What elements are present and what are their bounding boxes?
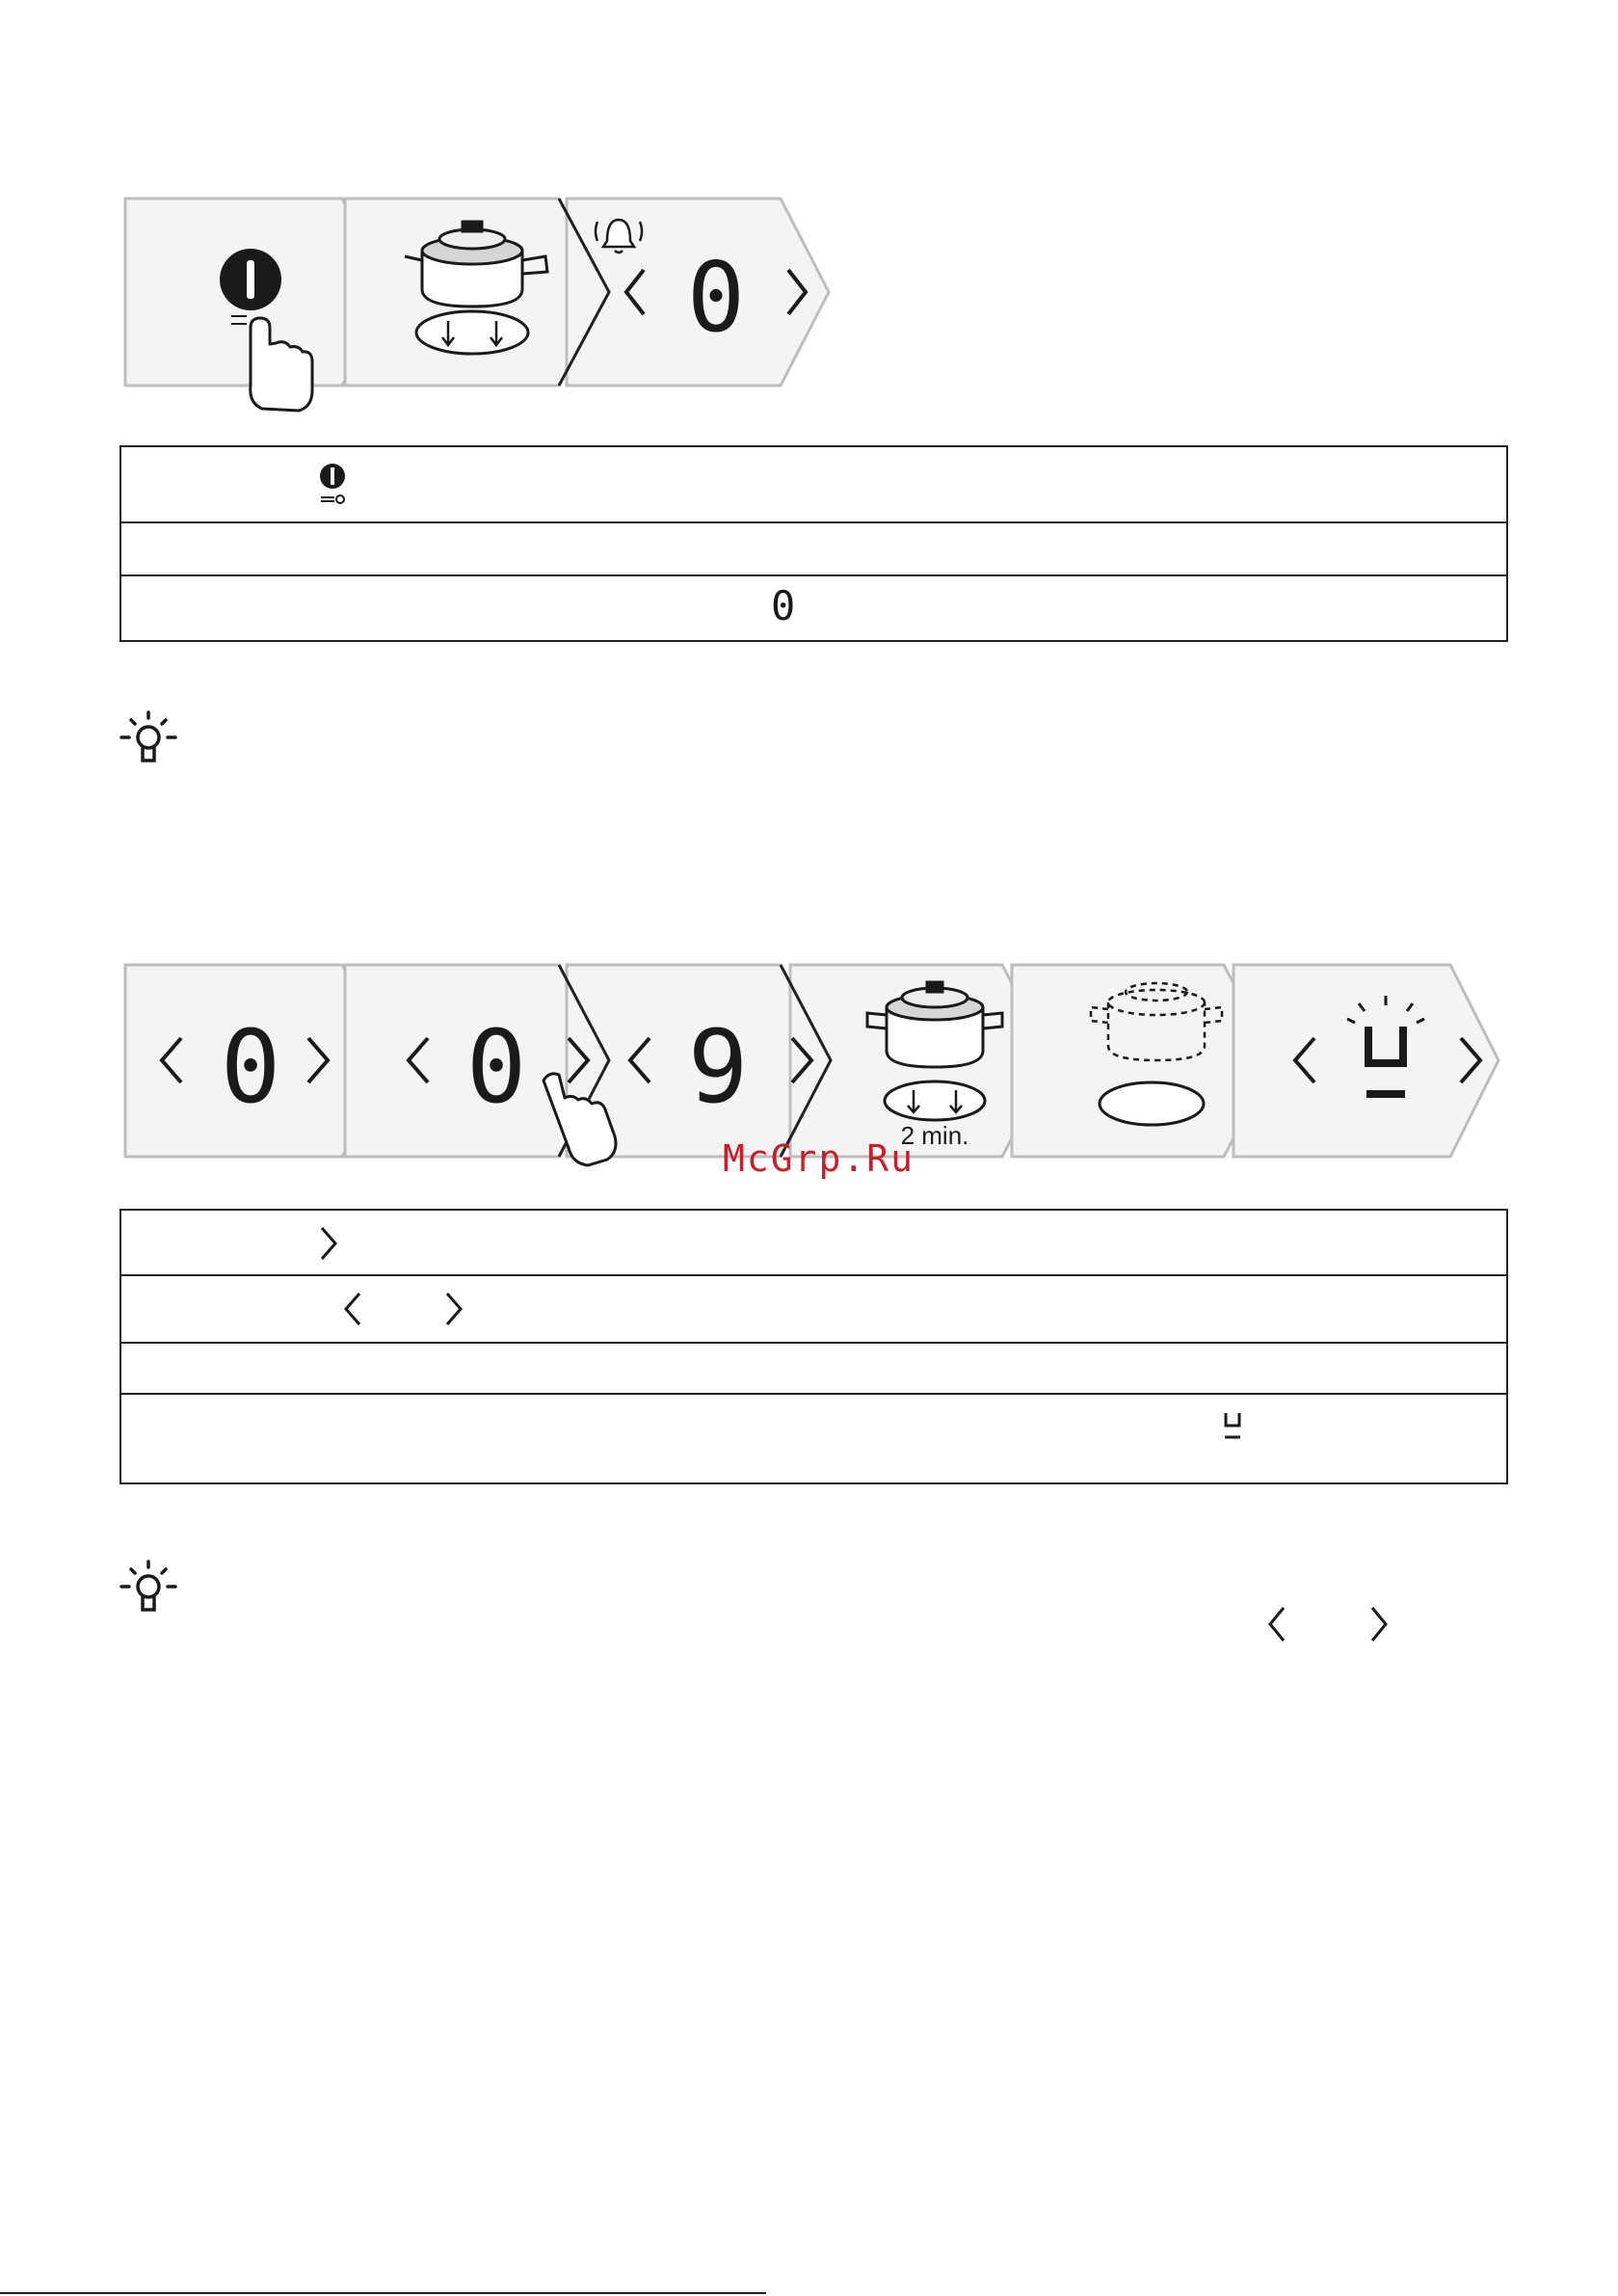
chevron-right-icon — [1365, 1604, 1393, 1644]
chevron-right-icon — [439, 1290, 468, 1328]
power-button-icon — [315, 463, 350, 505]
footer-divider — [0, 2292, 766, 2294]
lightbulb-tip-icon — [118, 1558, 179, 1625]
steps-table-2 — [119, 1209, 1508, 1484]
cooking-pot-icon — [867, 982, 1002, 1120]
chevron-left-icon — [1262, 1604, 1291, 1644]
residual-heat-u-icon — [1221, 1410, 1244, 1443]
table2-row-1 — [121, 1211, 1506, 1276]
table1-row-2 — [121, 523, 1506, 576]
table1-row-1 — [121, 447, 1506, 523]
timer-label: 2 min. — [900, 1121, 969, 1150]
chevron-left-icon — [338, 1290, 367, 1328]
panel3-display-digit: 9 — [687, 1008, 749, 1126]
table2-row-3 — [121, 1344, 1506, 1395]
cooking-zone-icon — [1100, 1082, 1204, 1125]
panel2-display-digit: 0 — [465, 1008, 527, 1126]
table2-row-4 — [121, 1395, 1506, 1486]
table2-row-2 — [121, 1276, 1506, 1344]
power-button-icon — [220, 249, 281, 310]
lightbulb-tip-icon — [118, 708, 179, 776]
table1-row-3 — [121, 576, 1506, 640]
steps-table-1 — [119, 445, 1508, 642]
figure-1-step-strip — [116, 193, 848, 414]
watermark: McGrp.Ru — [723, 1137, 915, 1180]
chevron-right-icon — [314, 1224, 343, 1263]
panel3-display-digit: 0 — [686, 241, 746, 354]
panel1-display-digit: 0 — [220, 1008, 281, 1126]
display-digit-icon: 0 — [771, 582, 796, 629]
